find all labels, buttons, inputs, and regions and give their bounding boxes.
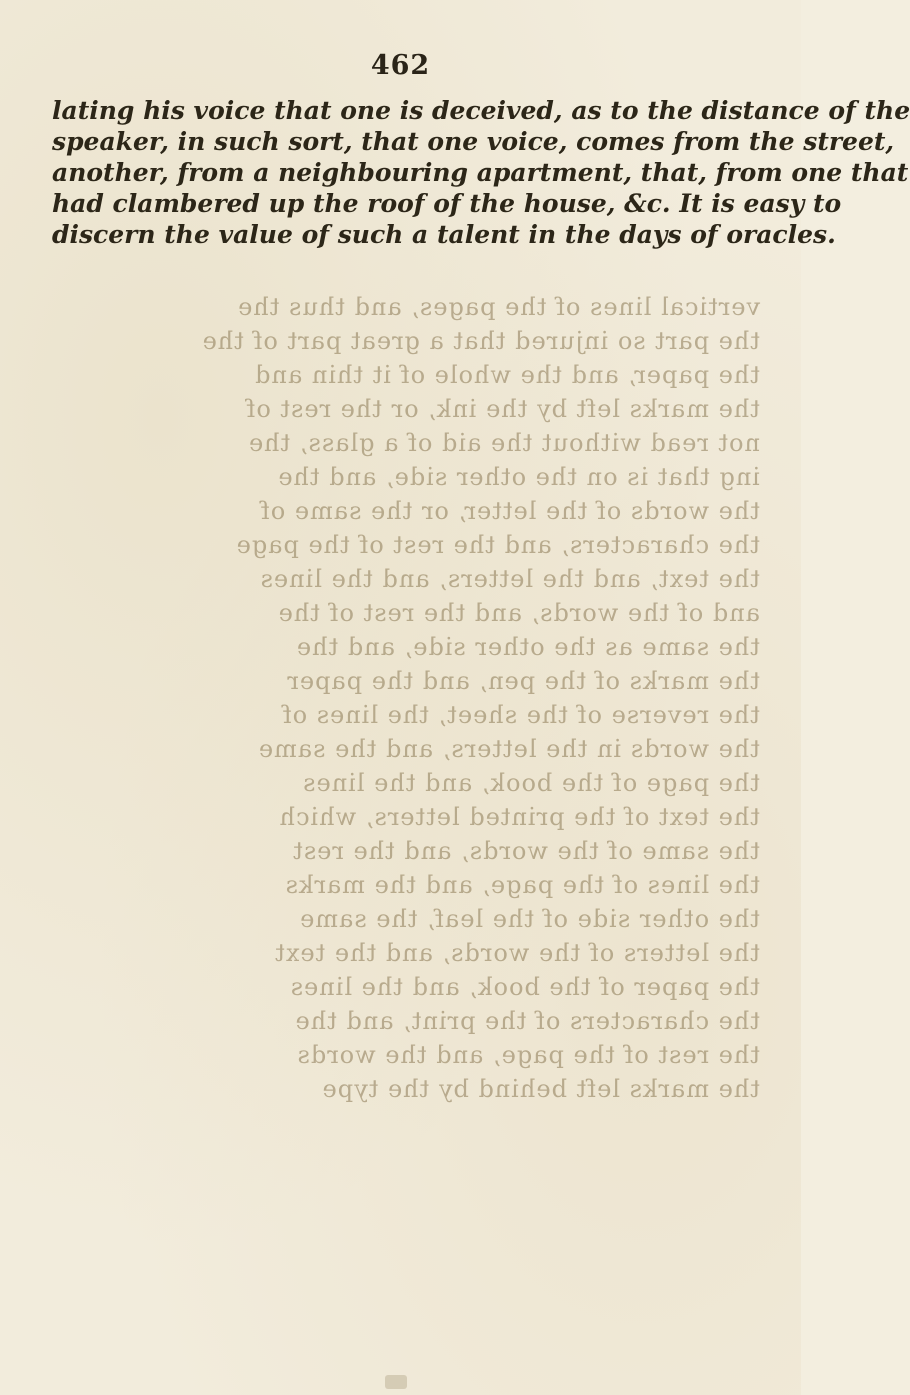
show-through-line: the marks of the pen, and the paper — [286, 667, 760, 695]
show-through-line: the reverse of the sheet, the lines of — [281, 701, 760, 729]
show-through-line: the marks left behind by the type — [321, 1075, 760, 1103]
show-through-line: the characters of the print, and the — [294, 1007, 760, 1035]
show-through-line: the rest of the page, and the words — [296, 1041, 760, 1069]
show-through-line: the words of the letter, or the same of — [259, 497, 760, 525]
show-through-line: the same as the other side, and the — [295, 633, 760, 661]
show-through-line: the text, and the letters, and the lines — [259, 565, 760, 593]
show-through-line: the page of the book, and the lines — [302, 769, 760, 797]
show-through-line: the lines of the page, and the marks — [284, 871, 760, 899]
paragraph — [52, 95, 910, 250]
paragraph-line: discern the value of such a talent in the days of oracles. — [52, 220, 836, 249]
show-through-line: the part so injured that a great part of the — [201, 327, 760, 355]
show-through-text — [60, 290, 760, 1120]
show-through-line: the paper of the book, and the lines — [289, 973, 760, 1001]
show-through-line: and of the words, and the rest of the — [277, 599, 760, 627]
show-through-line: vertical lines of the pages, and thus the — [237, 293, 760, 321]
show-through-line: the characters, and the rest of the page — [235, 531, 760, 559]
paragraph-line: speaker, in such sort, that one voice, comes from the street, — [52, 127, 895, 156]
show-through-line: the same of the words, and the rest — [292, 837, 760, 865]
paragraph-line: another, from a neighbouring apartment, that, from one that — [52, 158, 909, 187]
show-through-line: the text of the printed letters, which — [278, 803, 760, 831]
page-number: 462 — [370, 50, 431, 81]
paper-mark — [385, 1375, 407, 1389]
show-through-line: the paper, and the whole of it thin and — [254, 361, 760, 389]
show-through-line: the letters of the words, and the text — [274, 939, 760, 967]
show-through-line: the marks left by the ink, or the rest of — [245, 395, 760, 423]
paragraph-line: had clambered up the roof of the house, &c. It is easy to — [52, 189, 842, 218]
show-through-line: ing that is on the other side, and the — [277, 463, 760, 491]
paragraph-line: lating his voice that one is deceived, as to the distance of the — [52, 96, 910, 125]
show-through-line: not read without the aid of a glass, the — [247, 429, 760, 457]
show-through-line: the other side of the leaf, the same — [299, 905, 760, 933]
show-through-line: the words in the letters, and the same — [257, 735, 760, 763]
